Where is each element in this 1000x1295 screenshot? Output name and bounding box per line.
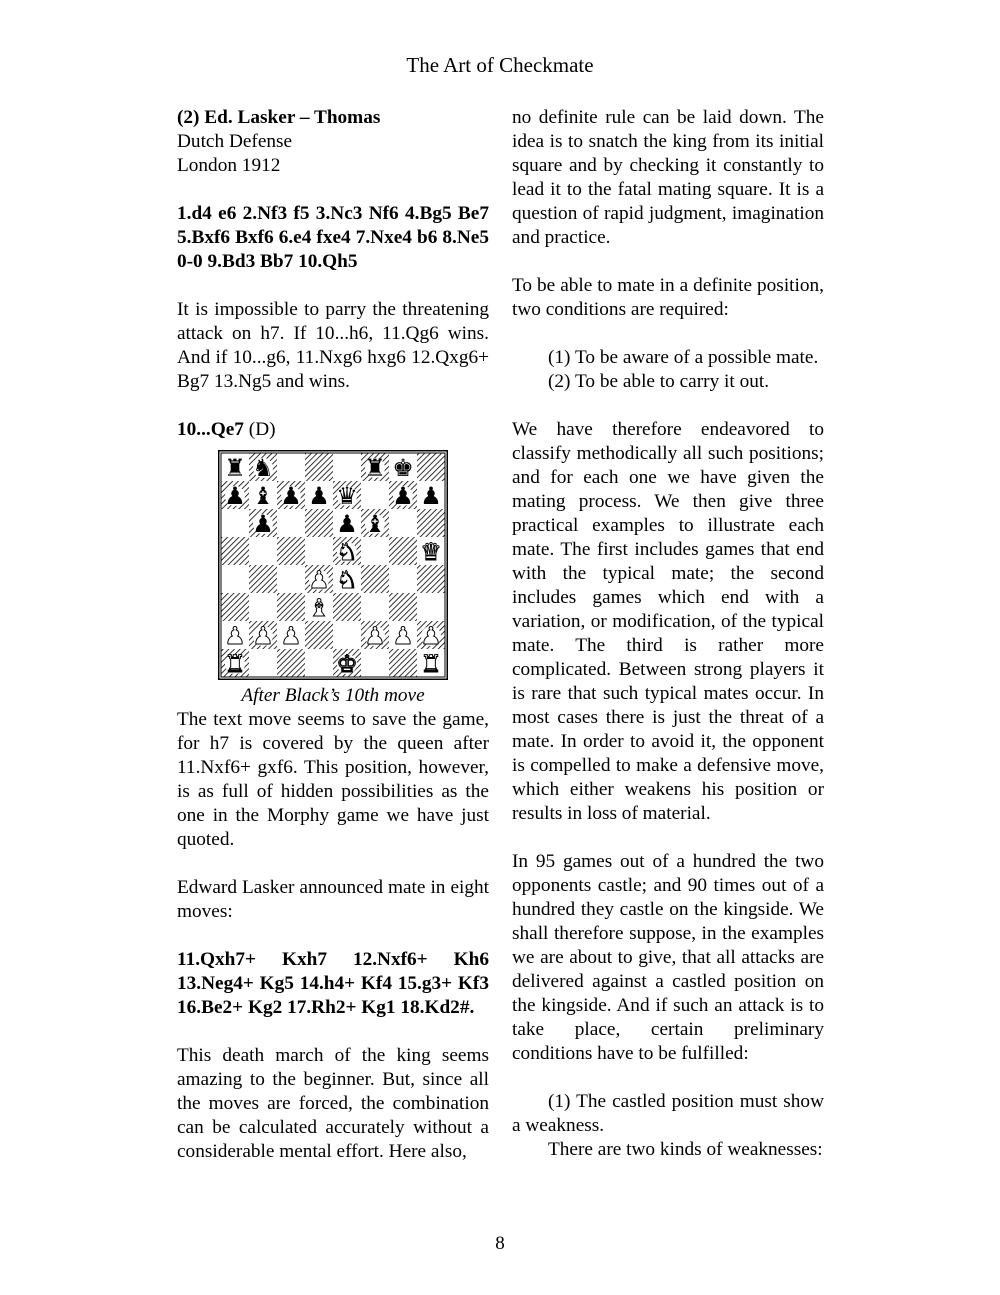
square-a4 [221, 565, 249, 593]
paragraph-text-move: The text move seems to save the game, for h7 is covered by the queen after 11.Nxf6+ gxf6. This position, however, is as full of hidden possibilities as the one in the Morphy game we have just quoted. [177, 709, 489, 850]
black-bishop-icon: ♝ [364, 510, 386, 538]
square-e2 [333, 621, 361, 649]
square-a5 [221, 537, 249, 565]
left-column [177, 106, 489, 1164]
game-title: (2) Ed. Lasker – Thomas [177, 107, 381, 128]
paragraph-castling: In 95 games out of a hundred the two opponents castle; and 90 times out of a hundred they castle on the kingside. We shall therefore suppose, in the examples we are about to give, that all attacks are delivered against a castled position on the kingside. And if such an attack is to take place, certain preliminary conditions have to be fulfilled: [512, 851, 824, 1064]
right-column [512, 106, 824, 1162]
square-f3 [361, 593, 389, 621]
black-pawn-icon: ♟ [420, 482, 442, 510]
square-c1 [277, 649, 305, 677]
black-pawn-icon: ♟ [308, 482, 330, 510]
paragraph-weakness: (1) The castled position must show a weakness. [512, 1091, 824, 1136]
white-pawn-icon: ♟ [308, 566, 330, 594]
paragraph-threat: It is impossible to parry the threatening attack on h7. If 10...h6, 11.Qg6 wins. And if 10...g6, 11.Nxg6 hxg6 12.Qxg6+ Bg7 13.Ng5 and wins. [177, 299, 489, 392]
white-queen-icon: ♛ [420, 538, 442, 566]
paragraph-kinds-of-weaknesses: There are two kinds of weaknesses: [548, 1139, 823, 1160]
square-d8 [305, 453, 333, 481]
black-pawn-icon: ♟ [392, 482, 414, 510]
paragraph-conditions: To be able to mate in a definite position, two conditions are required: [512, 275, 824, 320]
square-c4 [277, 565, 305, 593]
square-f4 [361, 565, 389, 593]
move-heading [177, 418, 489, 442]
white-pawn-icon: ♟ [364, 622, 386, 650]
square-a3 [221, 593, 249, 621]
square-f7 [361, 481, 389, 509]
square-h6 [417, 509, 445, 537]
game-venue: London 1912 [177, 155, 281, 176]
black-knight-icon: ♞ [252, 454, 274, 482]
opening-name: Dutch Defense [177, 131, 293, 152]
paragraph-no-rule: no definite rule can be laid down. The idea is to snatch the king from its initial square and by checking it constantly to lead it to the fatal mating square. It is a question of rapid judgment, imagination and practice. [512, 107, 824, 248]
paragraph-classification: We have therefore endeavored to classify methodically all such positions; and for each one we have given the mating process. We then give three practical examples to illustrate each mate. The first includes games that end with the typical mate; the second includes games which end with a variation, or modification, of the typical mate. The third is rather more complicated. Between strong players it is rare that such typical mates occur. In most cases there is just the threat of a mate. In order to avoid it, the opponent is compelled to make a defensive move, which either weakens his position or results in loss of material. [512, 419, 824, 824]
square-c6 [277, 509, 305, 537]
chess-diagram [218, 450, 448, 680]
black-pawn-icon: ♟ [252, 510, 274, 538]
square-g6 [389, 509, 417, 537]
black-queen-icon: ♛ [336, 482, 358, 510]
opening-moves: 1.d4 e6 2.Nf3 f5 3.Nc3 Nf6 4.Bg5 Be7 5.Bxf6 Bxf6 6.e4 fxe4 7.Nxe4 b6 8.Ne5 0-0 9.Bd3 Bb7 10.Qh5 [177, 203, 489, 272]
square-d2 [305, 621, 333, 649]
condition-2: (2) To be able to carry it out. [548, 371, 770, 392]
square-e3 [333, 593, 361, 621]
square-e8 [333, 453, 361, 481]
paragraph-death-march: This death march of the king seems amazing to the beginner. But, since all the moves are forced, the combination can be calculated accurately without a considerable mental effort. Here also, [177, 1045, 489, 1162]
white-bishop-icon: ♝ [308, 594, 330, 622]
square-d5 [305, 537, 333, 565]
square-h4 [417, 565, 445, 593]
white-king-icon: ♚ [336, 650, 358, 678]
square-f1 [361, 649, 389, 677]
black-bishop-icon: ♝ [252, 482, 274, 510]
square-g1 [389, 649, 417, 677]
square-b4 [249, 565, 277, 593]
square-d1 [305, 649, 333, 677]
white-rook-icon: ♜ [224, 650, 246, 678]
square-g4 [389, 565, 417, 593]
square-c8 [277, 453, 305, 481]
mating-moves: 11.Qxh7+ Kxh7 12.Nxf6+ Kh6 13.Neg4+ Kg5 14.h4+ Kf4 15.g3+ Kf3 16.Be2+ Kg2 17.Rh2+ Kg1 18.Kd2#. [177, 949, 489, 1018]
black-pawn-icon: ♟ [336, 510, 358, 538]
white-pawn-icon: ♟ [420, 622, 442, 650]
white-pawn-icon: ♟ [392, 622, 414, 650]
square-g5 [389, 537, 417, 565]
square-g3 [389, 593, 417, 621]
square-f5 [361, 537, 389, 565]
square-a6 [221, 509, 249, 537]
white-pawn-icon: ♟ [280, 622, 302, 650]
paragraph-announcement: Edward Lasker announced mate in eight moves: [177, 877, 489, 922]
white-pawn-icon: ♟ [252, 622, 274, 650]
running-head: The Art of Checkmate [406, 53, 594, 77]
square-c5 [277, 537, 305, 565]
black-rook-icon: ♜ [224, 454, 246, 482]
square-b5 [249, 537, 277, 565]
move-heading-move: 10...Qe7 [177, 419, 244, 440]
white-knight-icon: ♞ [336, 566, 358, 594]
white-pawn-icon: ♟ [224, 622, 246, 650]
move-heading-diagram-ref: (D) [243, 419, 276, 440]
black-pawn-icon: ♟ [280, 482, 302, 510]
white-knight-icon: ♞ [336, 538, 358, 566]
diagram-caption: After Black’s 10th move [241, 685, 425, 706]
black-pawn-icon: ♟ [224, 482, 246, 510]
square-h8 [417, 453, 445, 481]
square-h3 [417, 593, 445, 621]
square-d6 [305, 509, 333, 537]
white-rook-icon: ♜ [420, 650, 442, 678]
square-b1 [249, 649, 277, 677]
page-number: 8 [495, 1233, 505, 1254]
black-rook-icon: ♜ [364, 454, 386, 482]
black-king-icon: ♚ [392, 454, 414, 482]
square-b3 [249, 593, 277, 621]
diagram-block [177, 442, 489, 708]
square-c3 [277, 593, 305, 621]
condition-1: (1) To be aware of a possible mate. [548, 347, 819, 368]
